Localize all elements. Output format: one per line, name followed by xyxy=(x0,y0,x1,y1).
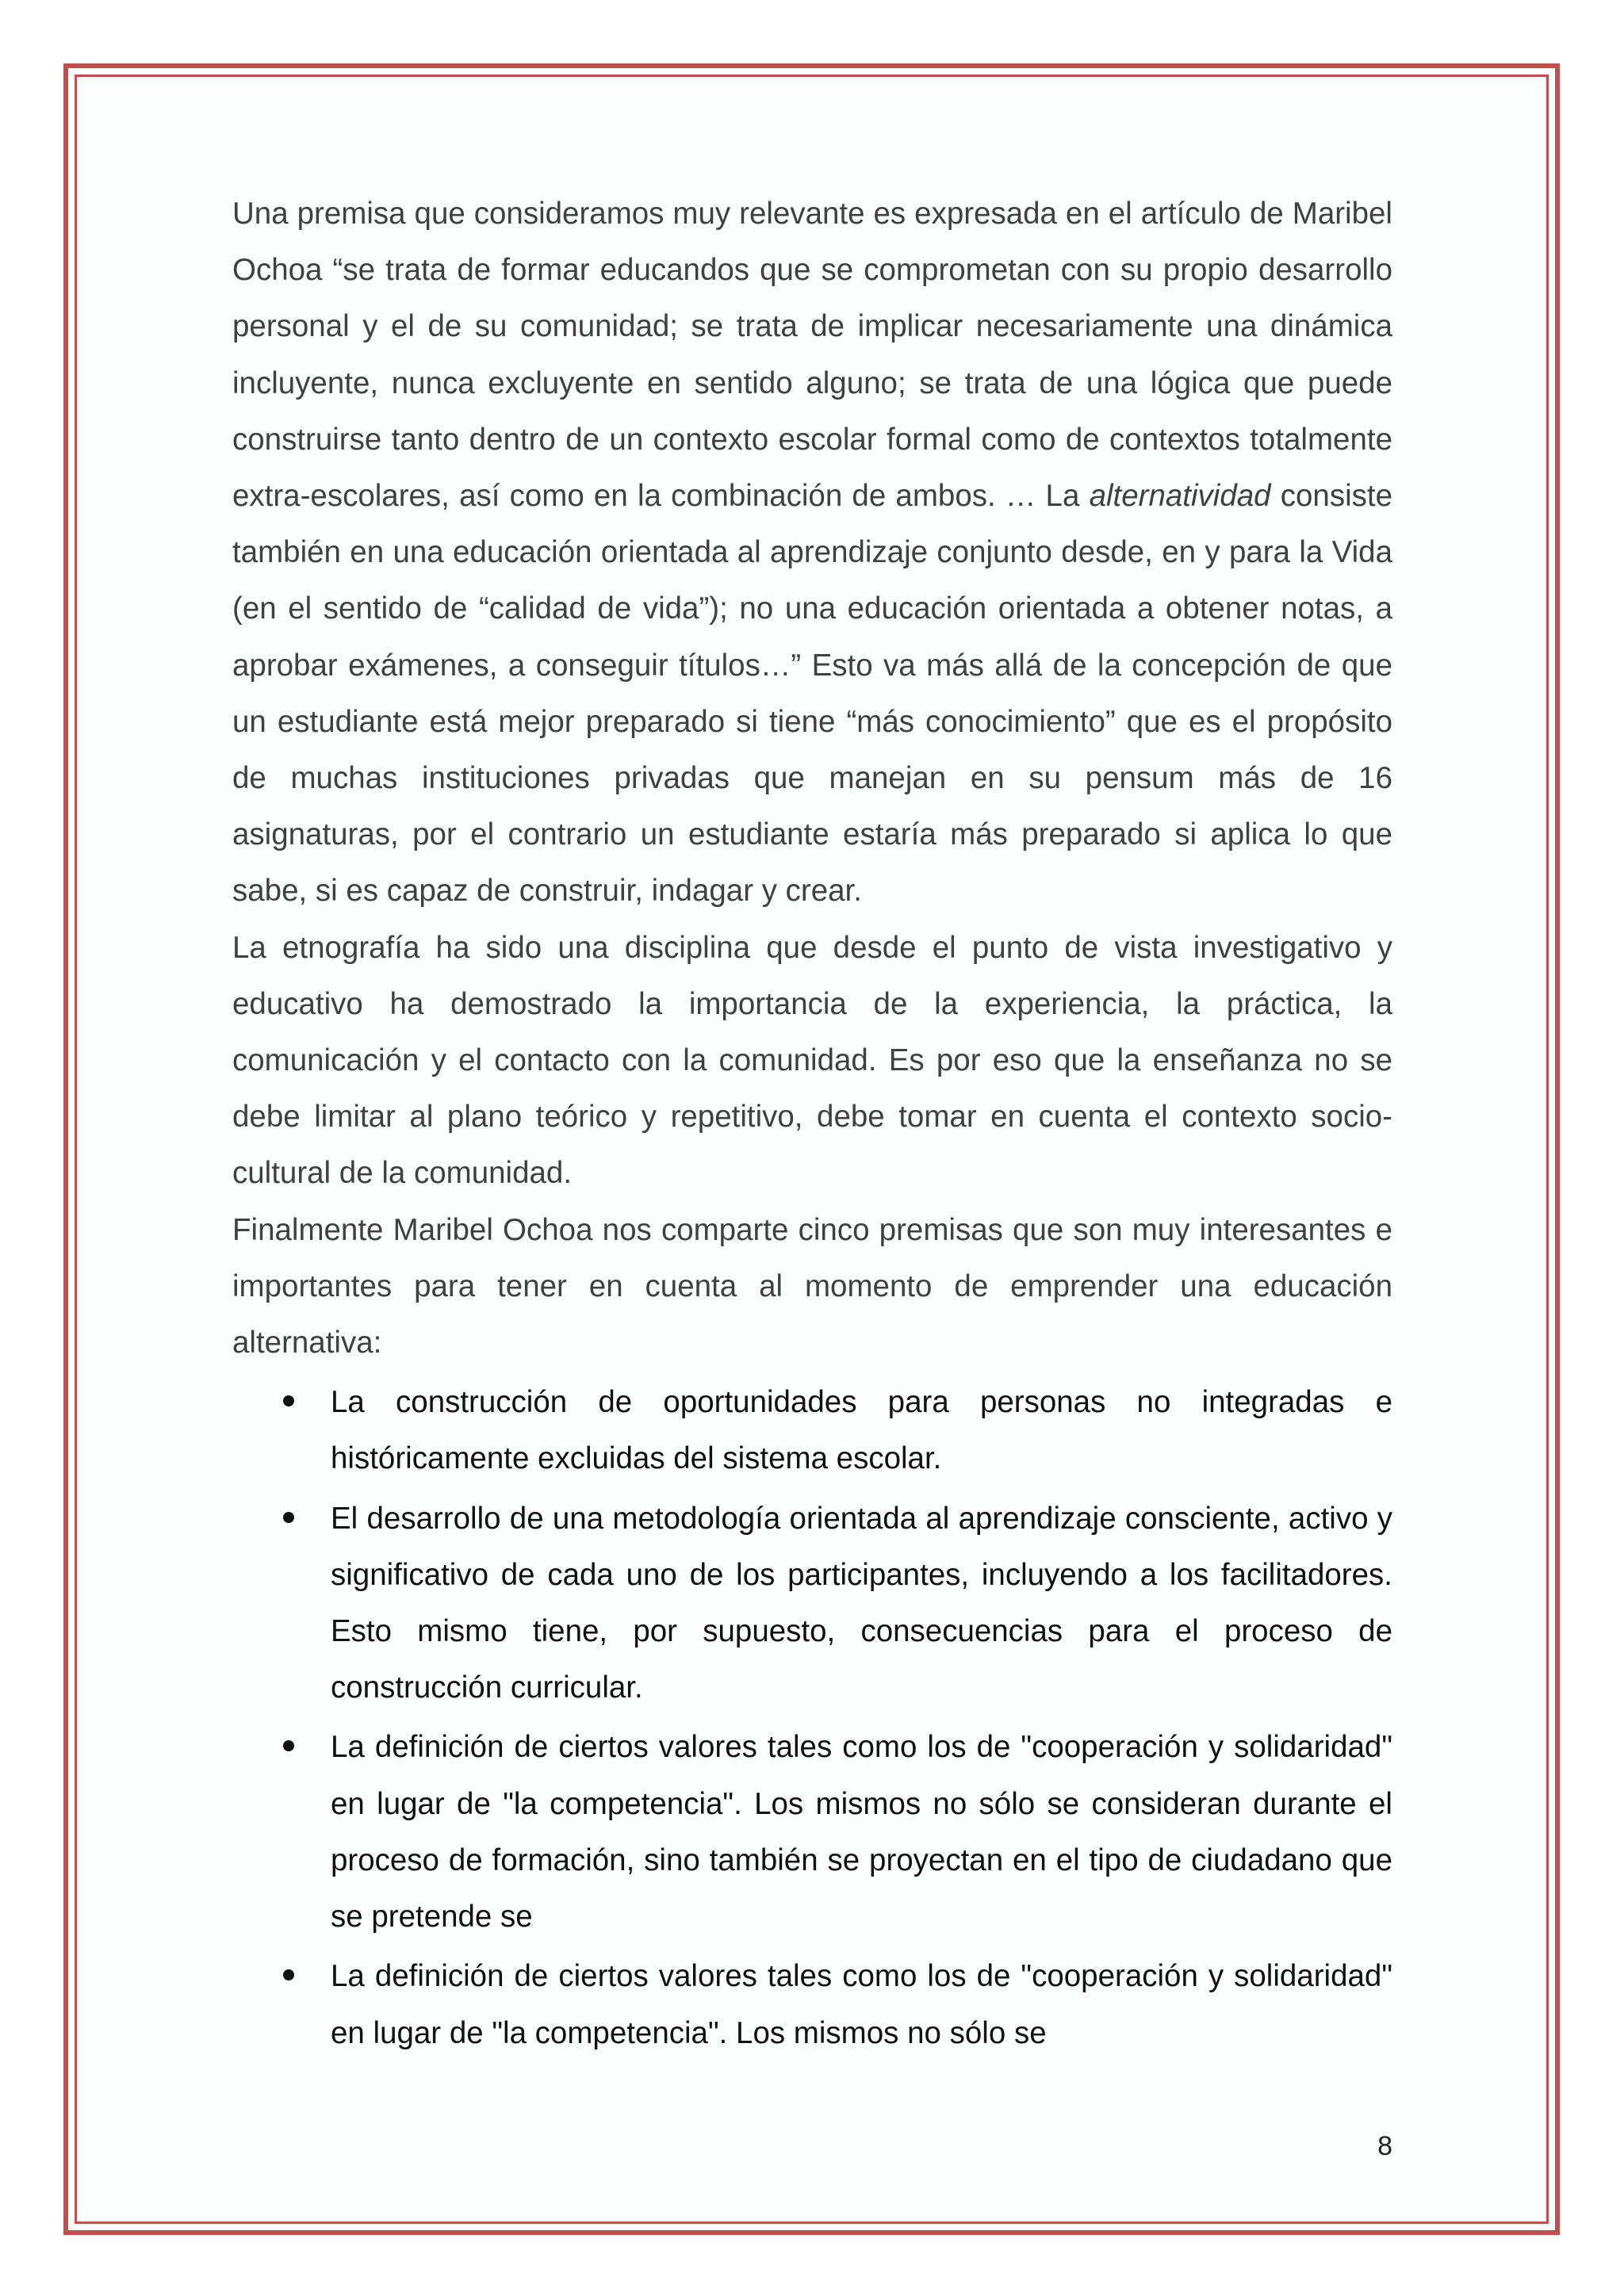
list-item-text: La definición de ciertos valores tales como los de "cooperación y solidaridad" en lugar de "la competencia". Los mismos no sólo se consideran durante el proceso de formación, sino también se proyectan en el tipo de ciudadano que se pretende se xyxy=(331,1730,1392,1934)
bullet-icon xyxy=(283,1740,294,1751)
page-number: 8 xyxy=(1377,2131,1392,2161)
bullet-icon xyxy=(283,1969,294,1980)
list-item-text: El desarrollo de una metodología orientada al aprendizaje consciente, activo y significativo de cada uno de los participantes, incluyendo a los facilitadores. Esto mismo tiene, por supuesto, consecuencias para el proceso de construcción curricular. xyxy=(331,1501,1392,1705)
list-item xyxy=(232,1719,1392,1945)
paragraph-1-text-a: Una premisa que consideramos muy relevante es expresada en el artículo de Maribel Ochoa “se trata de formar educandos que se comprometan con su propio desarrollo personal y el de su comunidad; se trata de implicar necesariamente una dinámica incluyente, nunca excluyente en sentido alguno; se trata de una lógica que puede construirse tanto dentro de un contexto escolar formal como de contextos totalmente extra-escolares, así como en la combinación de ambos. … La xyxy=(232,197,1392,514)
premises-list xyxy=(232,1374,1392,2061)
paragraph-1-italic-term: alternatividad xyxy=(1089,479,1271,514)
list-item xyxy=(232,1374,1392,1487)
bullet-icon xyxy=(283,1512,294,1523)
page-content xyxy=(232,186,1392,2061)
list-item-text: La construcción de oportunidades para personas no integradas e históricamente excluidas del sistema escolar. xyxy=(331,1385,1392,1476)
list-item-text: La definición de ciertos valores tales como los de "cooperación y solidaridad" en lugar de "la competencia". Los mismos no sólo se xyxy=(331,1959,1392,2050)
paragraph-1-text-b: consiste también en una educación orientada al aprendizaje conjunto desde, en y para la Vida (en el sentido de “calidad de vida”); no una educación orientada a obtener notas, a aprobar exámenes, a conseguir títulos…” Esto va más allá de la concepción de que un estudiante está mejor preparado si tiene “más conocimiento” que es el propósito de muchas instituciones privadas que manejan en su pensum más de 16 asignaturas, por el contrario un estudiante estaría más preparado si aplica lo que sabe, si es capaz de construir, indagar y crear. xyxy=(232,479,1392,909)
bullet-icon xyxy=(283,1395,294,1406)
paragraph-1 xyxy=(232,186,1392,920)
paragraph-3: Finalmente Maribel Ochoa nos comparte cinco premisas que son muy interesantes e importantes para tener en cuenta al momento de emprender una educación alternativa: xyxy=(232,1212,1392,1360)
list-item xyxy=(232,1490,1392,1716)
paragraph-2: La etnografía ha sido una disciplina que desde el punto de vista investigativo y educativo ha demostrado la importancia de la experiencia, la práctica, la comunicación y el contacto con la comunidad. Es por eso que la enseñanza no se debe limitar al plano teórico y repetitivo, debe tomar en cuenta el contexto socio-cultural de la comunidad. xyxy=(232,930,1392,1191)
list-item xyxy=(232,1948,1392,2061)
